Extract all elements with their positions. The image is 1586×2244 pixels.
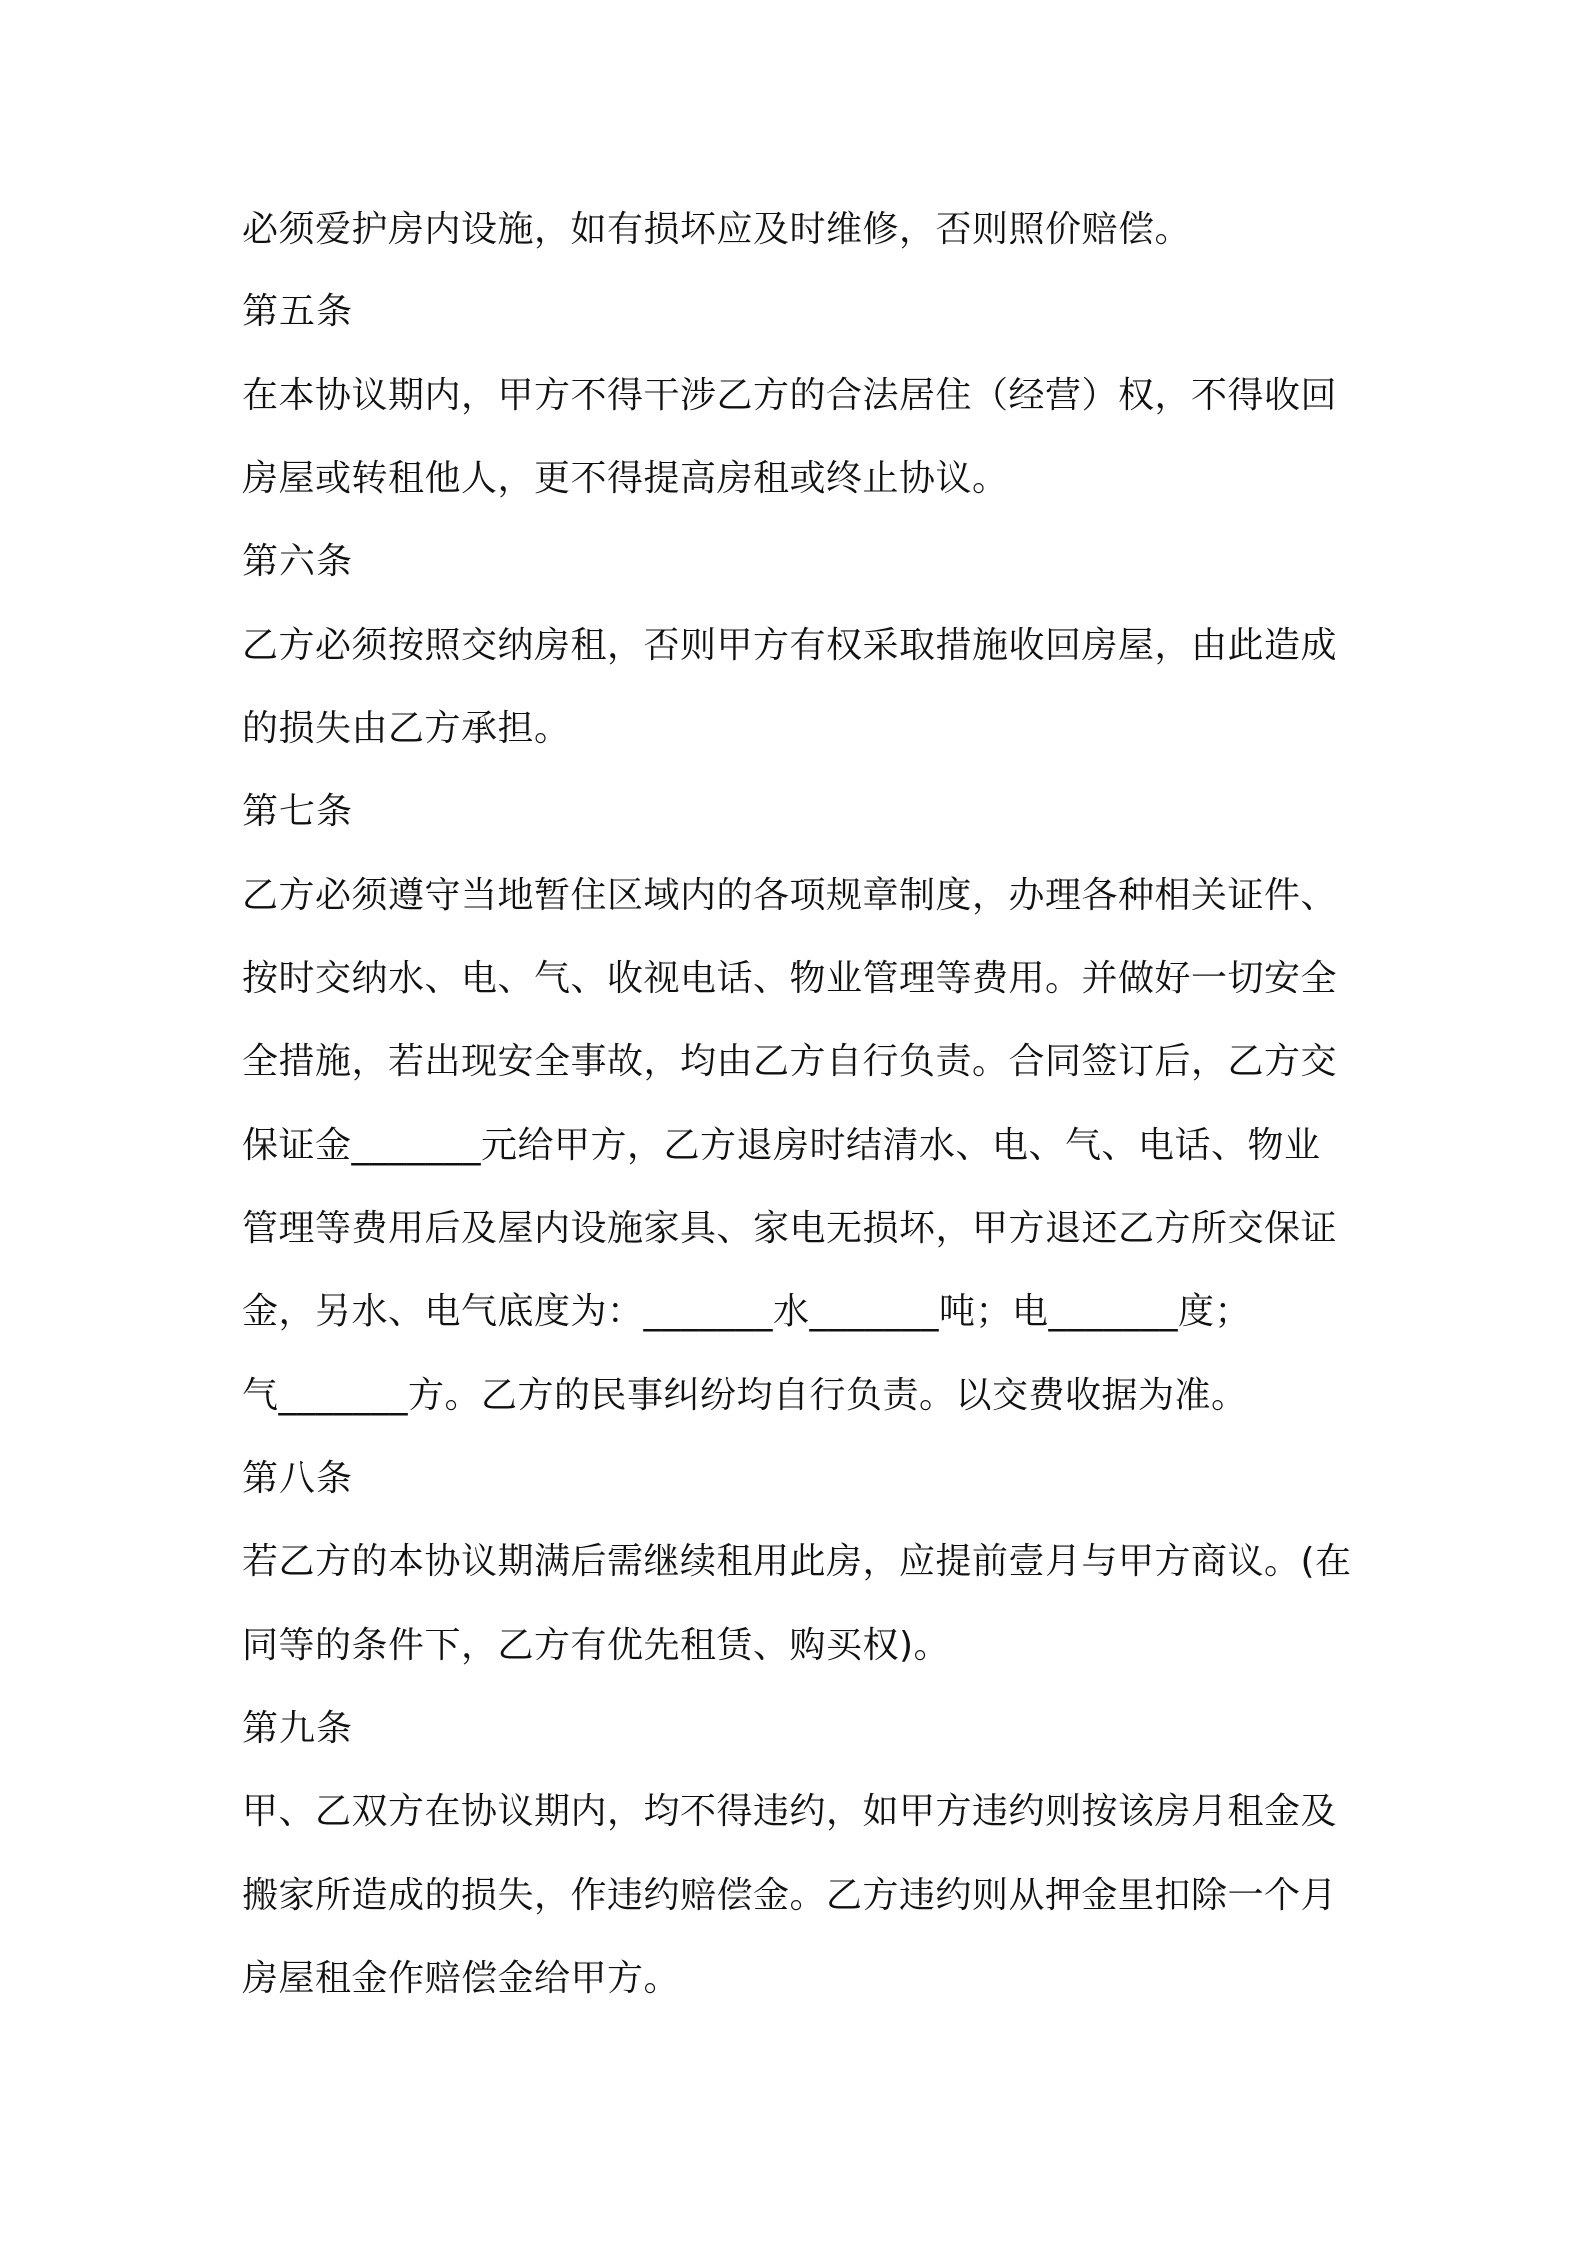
paragraph-line: 房屋租金作赔偿金给甲方。 [242,1958,681,1999]
paragraph-line: 房屋或转租他人，更不得提高房租或终止协议。 [242,458,1009,499]
paragraph-line: 乙方必须遵守当地暂住区域内的各项规章制度，办理各种相关证件、 [242,875,1338,916]
paragraph-line: 金，另水、电气底度为：_______水_______吨；电_______度； [242,1291,1252,1332]
paragraph-line: 管理等费用后及屋内设施家具、家电无损坏，甲方退还乙方所交保证 [242,1208,1338,1249]
article-heading-9: 第九条 [242,1708,354,1749]
paragraph-line: 在本协议期内，甲方不得干涉乙方的合法居住（经营）权，不得收回 [242,375,1338,416]
article-heading-8: 第八条 [242,1458,354,1499]
article-heading-5: 第五条 [242,291,354,332]
paragraph-line: 全措施，若出现安全事故，均由乙方自行负责。合同签订后，乙方交 [242,1041,1338,1082]
paragraph-line: 同等的条件下，乙方有优先租赁、购买权)。 [242,1625,951,1666]
paragraph-line: 必须爱护房内设施，如有损坏应及时维修，否则照价赔偿。 [242,209,1192,250]
paragraph-line: 搬家所造成的损失，作违约赔偿金。乙方违约则从押金里扣除一个月 [242,1875,1338,1916]
paragraph-line: 甲、乙双方在协议期内，均不得违约，如甲方违约则按该房月租金及 [242,1791,1338,1832]
paragraph-line: 保证金_______元给甲方，乙方退房时结清水、电、气、电话、物业 [242,1125,1321,1166]
article-heading-7: 第七条 [242,791,354,832]
paragraph-line: 按时交纳水、电、气、收视电话、物业管理等费用。并做好一切安全 [242,958,1338,999]
paragraph-line: 乙方必须按照交纳房租，否则甲方有权采取措施收回房屋，由此造成 [242,625,1338,666]
article-heading-6: 第六条 [242,541,354,582]
paragraph-line: 若乙方的本协议期满后需继续租用此房，应提前壹月与甲方商议。(在 [242,1541,1352,1582]
paragraph-line: 的损失由乙方承担。 [242,708,571,749]
paragraph-line: 气_______方。乙方的民事纠纷均自行负责。以交费收据为准。 [242,1375,1248,1416]
